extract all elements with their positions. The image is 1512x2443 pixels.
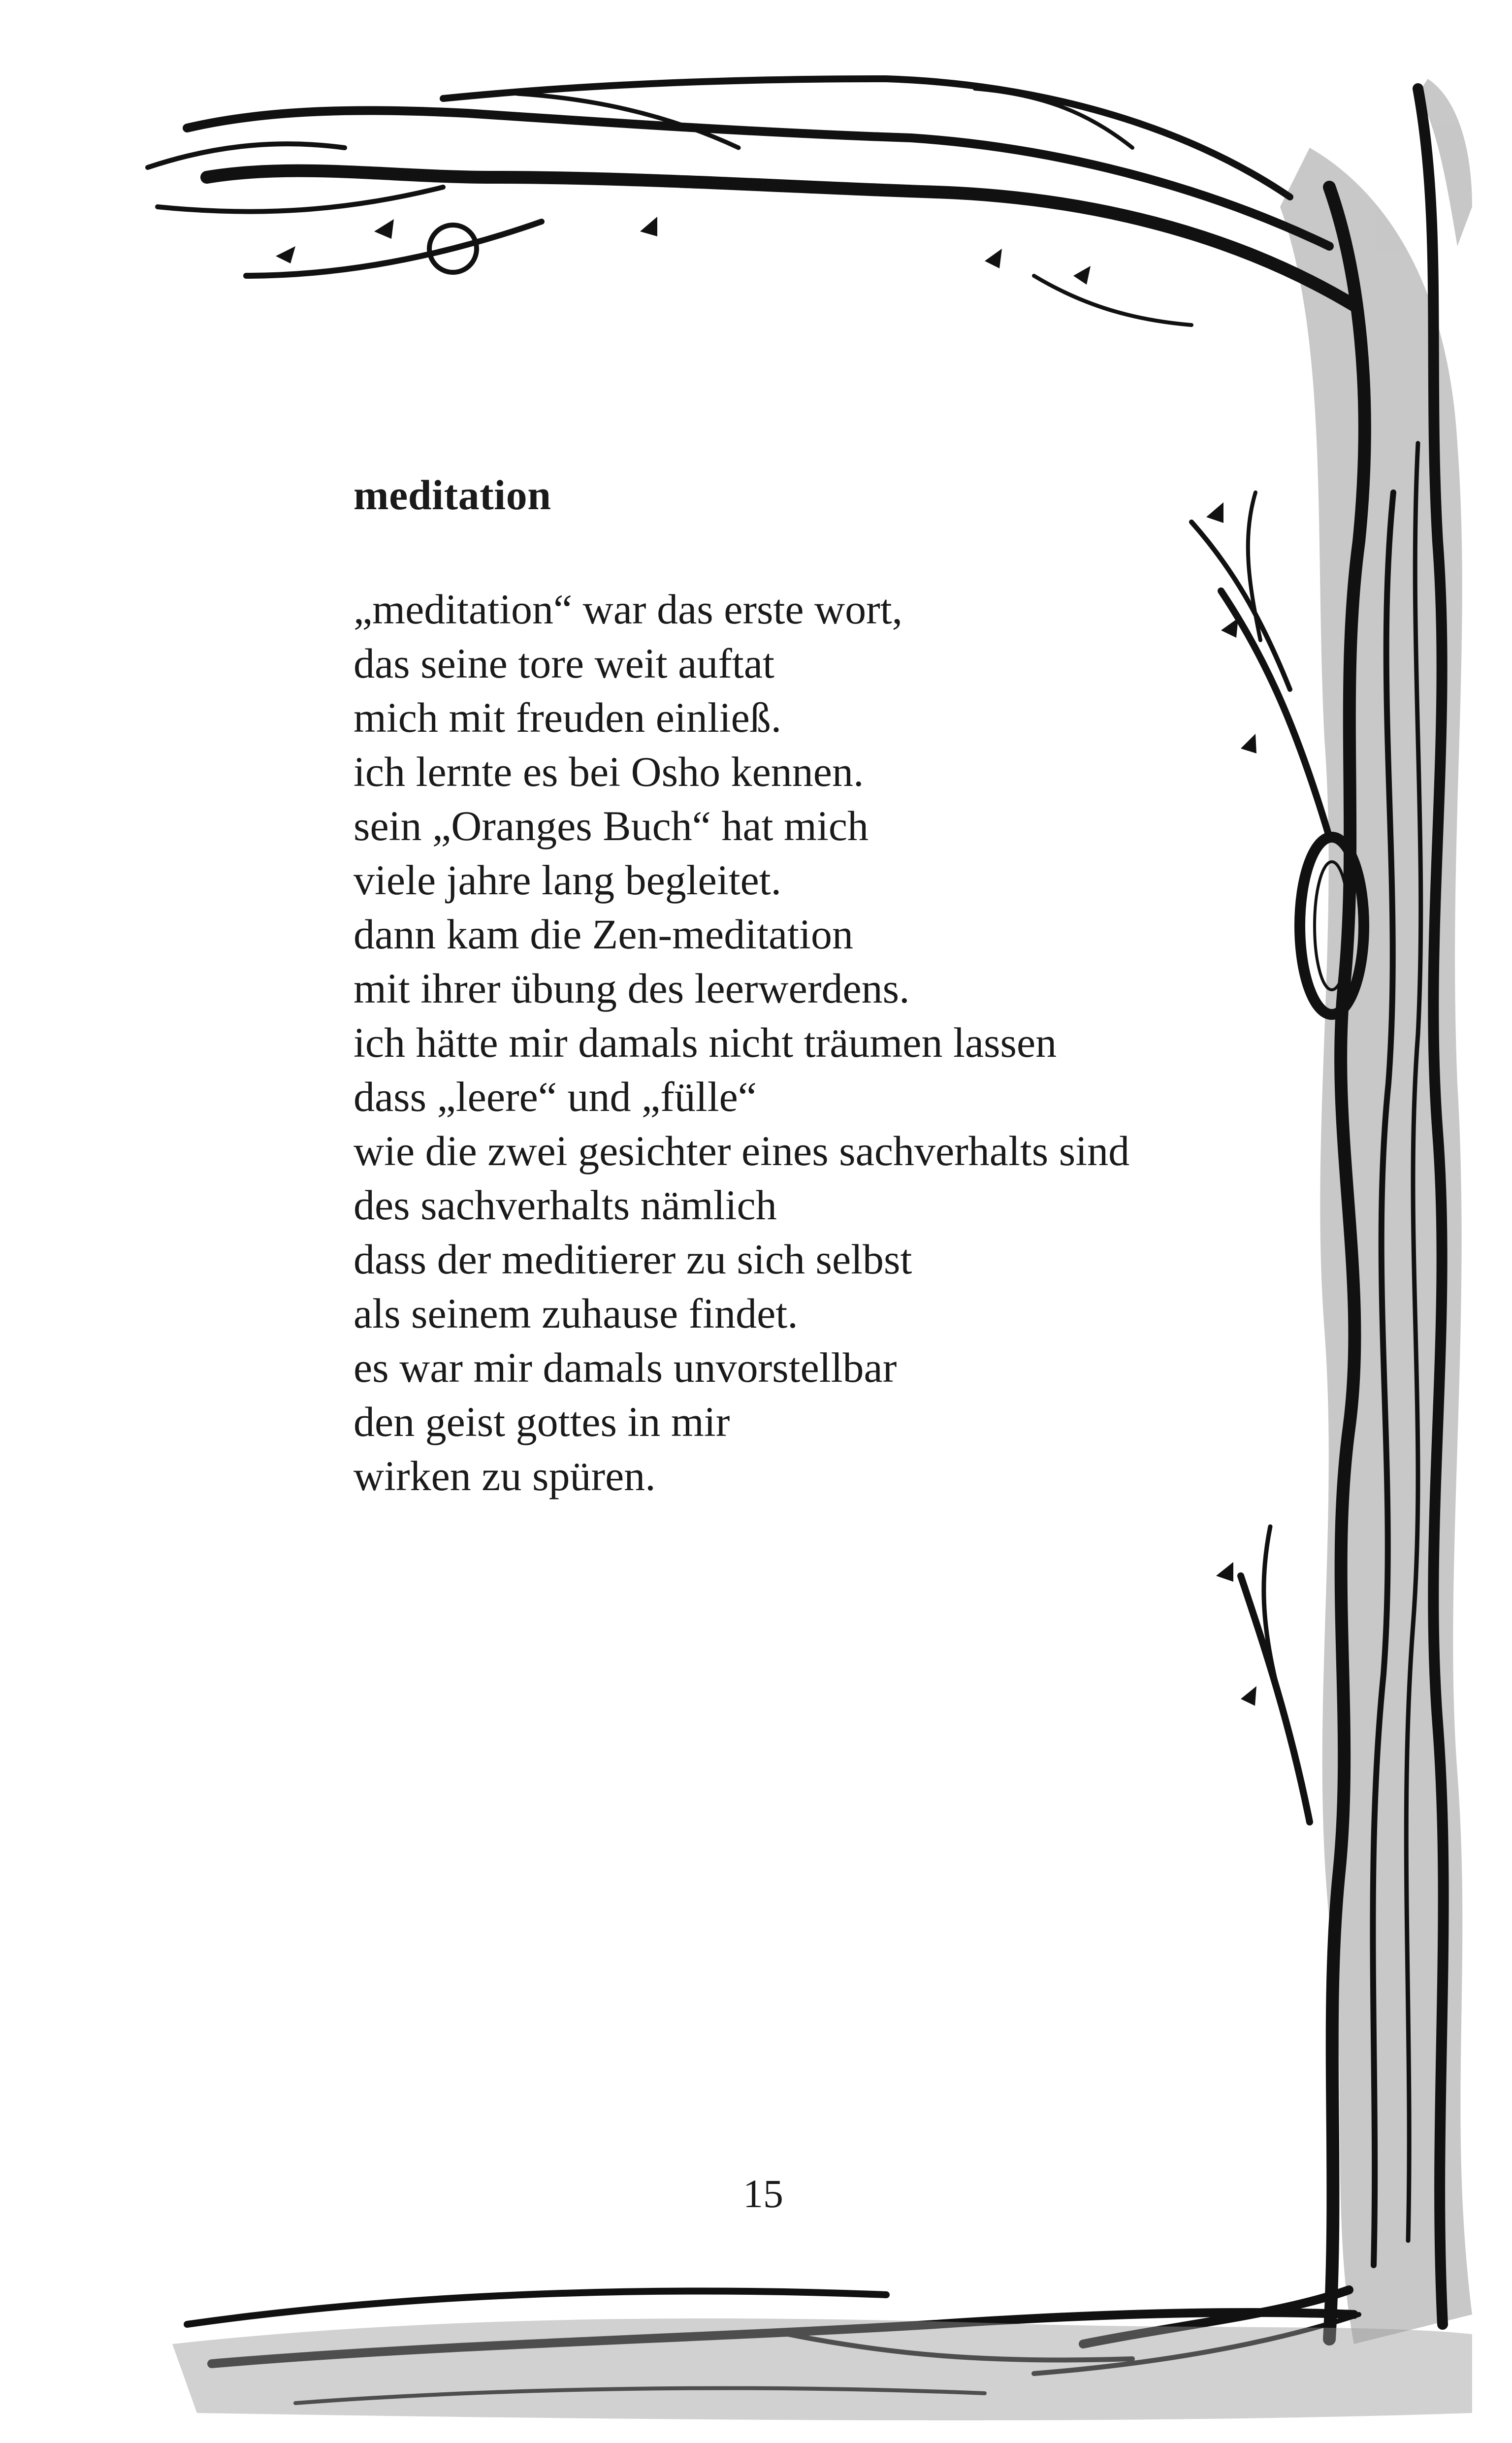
poem-line: es war mir damals unvorstellbar (354, 1344, 897, 1391)
poem-title: meditation (354, 471, 551, 519)
poem-line: als seinem zuhause findet. (354, 1290, 798, 1337)
poem-line: den geist gottes in mir (354, 1398, 730, 1445)
poem-line: wirken zu spüren. (354, 1452, 656, 1499)
poem-line: mich mit freuden einließ. (354, 694, 782, 741)
poem-line: dass „leere“ und „fülle“ (354, 1073, 757, 1120)
poem-line: wie die zwei gesichter eines sachverhalts sind (354, 1127, 1130, 1174)
upper-branches (148, 79, 1354, 325)
poem-line: „meditation“ war das erste wort, (354, 586, 903, 633)
poem-line: ich hätte mir damals nicht träumen lassen (354, 1019, 1057, 1066)
poem-line: sein „Oranges Buch“ hat mich (354, 802, 869, 849)
poem-line: viele jahre lang begleitet. (354, 856, 782, 904)
poem-line: ich lernte es bei Osho kennen. (354, 748, 864, 795)
poem-line: mit ihrer übung des leerwerdens. (354, 965, 910, 1012)
poem-line: des sachverhalts nämlich (354, 1181, 777, 1229)
poem-line: das seine tore weit auftat (354, 640, 774, 687)
poem-line: dass der meditierer zu sich selbst (354, 1236, 912, 1283)
poem-line: dann kam die Zen-meditation (354, 911, 853, 958)
poem-lines (354, 582, 1289, 1503)
poem (354, 468, 1289, 1503)
page-number: 15 (743, 2171, 783, 2216)
ground-wash (172, 2318, 1472, 2420)
